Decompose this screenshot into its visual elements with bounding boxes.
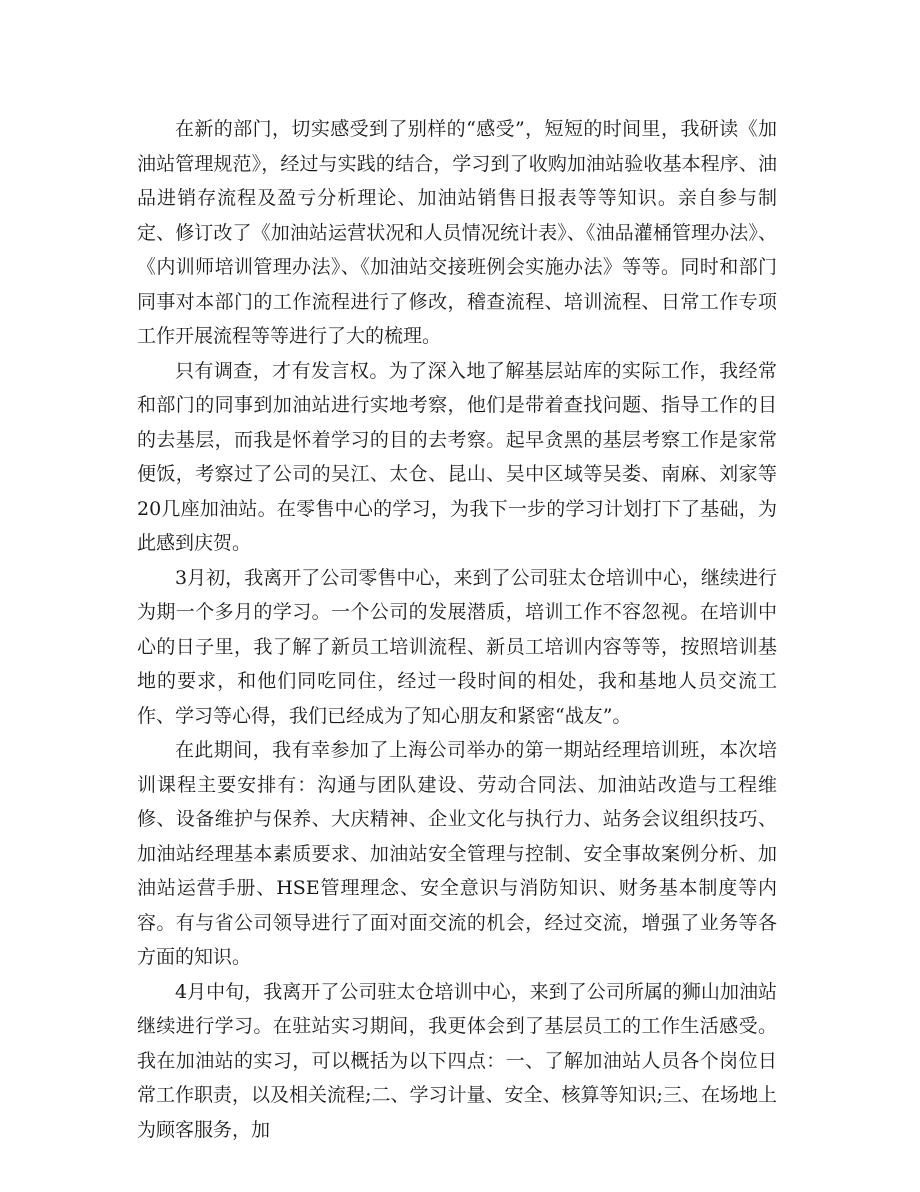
paragraph-2: 只有调查，才有发言权。为了深入地了解基层站库的实际工作，我经常和部门的同事到加油站进行实地考察，他们是带着查找问题、指导工作的目的去基层，而我是怀着学习的目的去考察。起早贪黑的基层考察工作是家常便饭，考察过了公司的吴江、太仓、昆山、吴中区域等吴娄、南麻、刘家等20几座加油站。在零售中心的学习，为我下一步的学习计划打下了基础，为此感到庆贺。 <box>137 359 777 554</box>
document-body <box>137 112 777 1147</box>
paragraph-4: 在此期间，我有幸参加了上海公司举办的第一期站经理培训班，本次培训课程主要安排有：沟通与团队建设、劳动合同法、加油站改造与工程维修、设备维护与保养、大庆精神、企业文化与执行力、站务会议组织技巧、加油站经理基本素质要求、加油站安全管理与控制、安全事故案例分析、加油站运营手册、HSE管理理念、安全意识与消防知识、财务基本制度等内容。有与省公司领导进行了面对面交流的机会，经过交流，增强了业务等各方面的知识。 <box>137 739 777 968</box>
paragraph-5: 4月中旬，我离开了公司驻太仓培训中心，来到了公司所属的狮山加油站继续进行学习。在驻站实习期间，我更体会到了基层员工的工作生活感受。我在加油站的实习，可以概括为以下四点：一、了解加油站人员各个岗位日常工作职责，以及相关流程;二、学习计量、安全、核算等知识;三、在场地上为顾客服务，加 <box>137 980 777 1141</box>
paragraph-3: 3月初，我离开了公司零售中心，来到了公司驻太仓培训中心，继续进行为期一个多月的学习。一个公司的发展潜质，培训工作不容忽视。在培训中心的日子里，我了解了新员工培训流程、新员工培训内容等等，按照培训基地的要求，和他们同吃同住，经过一段时间的相处，我和基地人员交流工作、学习等心得，我们已经成为了知心朋友和紧密“战友”。 <box>137 566 777 727</box>
paragraph-1: 在新的部门，切实感受到了别样的“感受”，短短的时间里，我研读《加油站管理规范》，经过与实践的结合，学习到了收购加油站验收基本程序、油品进销存流程及盈亏分析理论、加油站销售日报表等等知识。亲自参与制定、修订改了《加油站运营状况和人员情况统计表》、《油品灌桶管理办法》、《内训师培训管理办法》、《加油站交接班例会实施办法》等等。同时和部门同事对本部门的工作流程进行了修改，稽查流程、培训流程、日常工作专项工作开展流程等等进行了大的梳理。 <box>137 118 777 347</box>
